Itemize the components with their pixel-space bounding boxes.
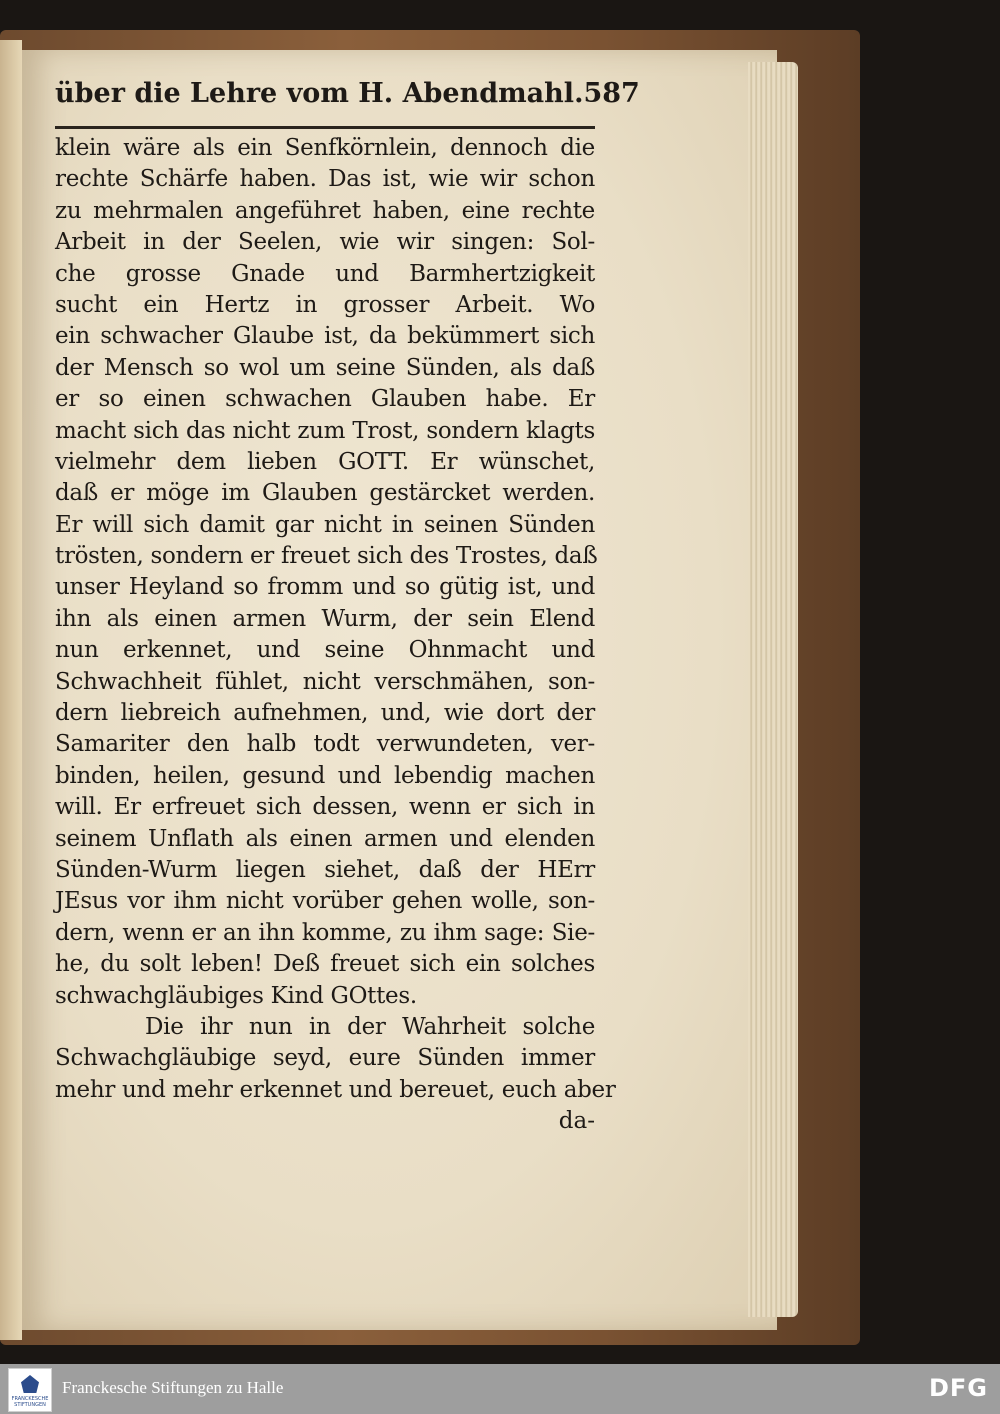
text-line: der Mensch so wol um seine Sünden, als daß <box>55 354 595 381</box>
logo-caption: FRANCKESCHE STIFTUNGEN <box>11 1396 49 1408</box>
text-block <box>55 78 640 1137</box>
text-line: seinem Unflath als einen armen und elenden <box>55 825 595 852</box>
left-page-edge <box>0 40 22 1340</box>
text-line: rechte Schärfe haben. Das ist, wie wir schon <box>55 166 595 193</box>
page-number: 587 <box>583 78 640 109</box>
page-header <box>55 78 640 122</box>
page-edges <box>748 62 798 1317</box>
franckesche-logo-icon[interactable] <box>8 1368 52 1412</box>
text-line: nun erkennet, und seine Ohnmacht und <box>55 637 595 664</box>
text-line: Schwachheit fühlet, nicht verschmähen, son- <box>55 668 595 695</box>
text-line: mehr und mehr erkennet und bereuet, euch aber <box>55 1076 616 1103</box>
text-line: unser Heyland so fromm und so gütig ist, und <box>55 574 595 601</box>
text-line: vielmehr dem lieben GOTT. Er wünschet, <box>55 448 595 475</box>
text-line: er so einen schwachen Glauben habe. Er <box>55 386 595 413</box>
text-line: Sünden-Wurm liegen siehet, daß der HErr <box>55 856 595 883</box>
catchword: da- <box>558 1108 595 1135</box>
text-line: ihn als einen armen Wurm, der sein Elend <box>55 605 595 632</box>
text-line: he, du solt leben! Deß freuet sich ein solches <box>55 951 595 978</box>
text-line: dern liebreich aufnehmen, und, wie dort der <box>55 700 595 727</box>
text-line: Samariter den halb todt verwundeten, ver- <box>55 731 595 758</box>
dfg-logo[interactable]: DFG <box>928 1374 988 1402</box>
text-line: che grosse Gnade und Barmhertzigkeit <box>55 260 595 287</box>
header-rule <box>55 126 595 129</box>
text-line: Die ihr nun in der Wahrheit solche <box>145 1013 595 1040</box>
running-head: über die Lehre vom H. Abendmahl. <box>55 78 584 109</box>
text-line: dern, wenn er an ihn komme, zu ihm sage: Sie- <box>55 919 595 946</box>
text-line: macht sich das nicht zum Trost, sondern klagts <box>55 417 595 444</box>
text-line: klein wäre als ein Senfkörnlein, dennoch die <box>55 135 595 161</box>
text-line: Arbeit in der Seelen, wie wir singen: Sol- <box>55 229 595 256</box>
text-line: trösten, sondern er freuet sich des Trostes, daß <box>55 543 598 570</box>
text-line: sucht ein Hertz in grosser Arbeit. Wo <box>55 291 595 318</box>
text-line: daß er möge im Glauben gestärcket werden. <box>55 480 595 507</box>
text-line: Schwachgläubige seyd, eure Sünden immer <box>55 1045 595 1072</box>
footer-bar <box>0 1364 1000 1414</box>
text-line: zu mehrmalen angeführet haben, eine rechte <box>55 197 595 224</box>
text-line: schwachgläubiges Kind GOttes. <box>55 982 417 1009</box>
logo-emblem-icon <box>21 1375 39 1393</box>
text-line: Er will sich damit gar nicht in seinen Sünden <box>55 511 595 538</box>
text-line: will. Er erfreuet sich dessen, wenn er sich in <box>55 794 595 821</box>
institution-name: Franckesche Stiftungen zu Halle <box>62 1378 284 1397</box>
text-line: binden, heilen, gesund und lebendig machen <box>55 762 595 789</box>
text-line: ein schwacher Glaube ist, da bekümmert sich <box>55 323 595 350</box>
text-line: JEsus vor ihm nicht vorüber gehen wolle, son- <box>55 888 595 915</box>
